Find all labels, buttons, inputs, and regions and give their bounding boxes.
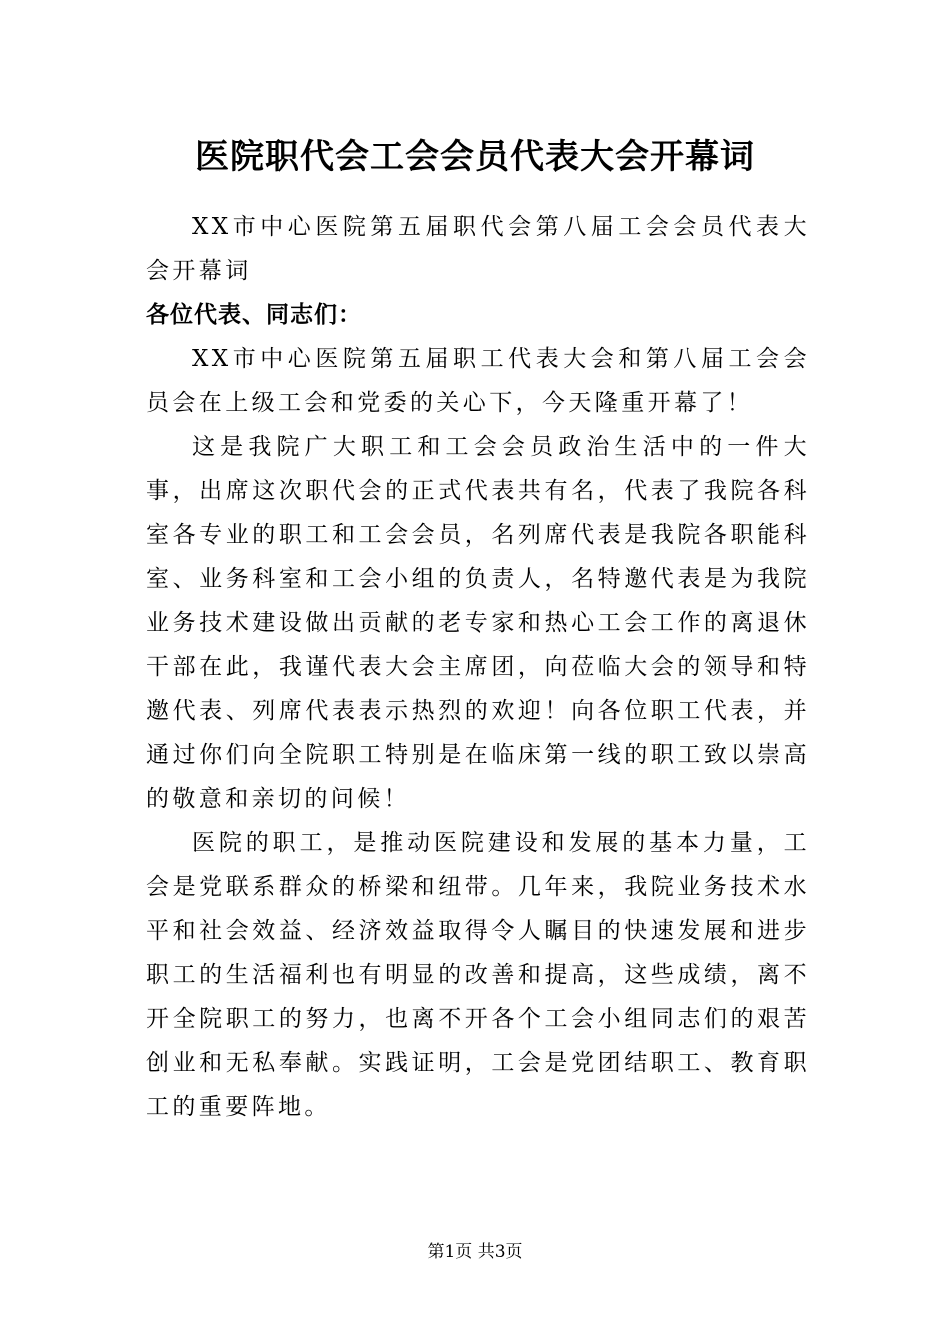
document-title: 医院职代会工会会员代表大会开幕词 [195,137,755,177]
body-paragraph: 这是我院广大职工和工会会员政治生活中的一件大事，出席这次职代会的正式代表共有名，代表了我院各科室各专业的职工和工会会员，名列席代表是我院各职能科室、业务科室和工会小组的负责人，名特邀代表是为我院业务技术建设做出贡献的老专家和热心工会工作的离退休干部在此，我谨代表大会主席团，向莅临大会的领导和特邀代表、列席代表表示热烈的欢迎！向各位职工代表，并通过你们向全院职工特别是在临床第一线的职工致以崇高的敬意和亲切的问候！ [146,434,810,812]
page-footer: 第1页 共3页 [427,1242,523,1262]
body-paragraph: XX市中心医院第五届职工代表大会和第八届工会会员会在上级工会和党委的关心下，今天隆重开幕了！ [146,346,810,416]
body-paragraph: 医院的职工，是推动医院建设和发展的基本力量，工会是党联系群众的桥梁和纽带。几年来，我院业务技术水平和社会效益、经济效益取得令人瞩目的快速发展和进步职工的生活福利也有明显的改善和提高，这些成绩，离不开全院职工的努力，也离不开各个工会小组同志们的艰苦创业和无私奉献。实践证明，工会是党团结职工、教育职工的重要阵地。 [146,830,810,1120]
document-body [146,205,810,1129]
salutation: 各位代表、同志们： [146,301,362,328]
subtitle-paragraph: XX市中心医院第五届职代会第八届工会会员代表大会开幕词 [146,214,810,284]
